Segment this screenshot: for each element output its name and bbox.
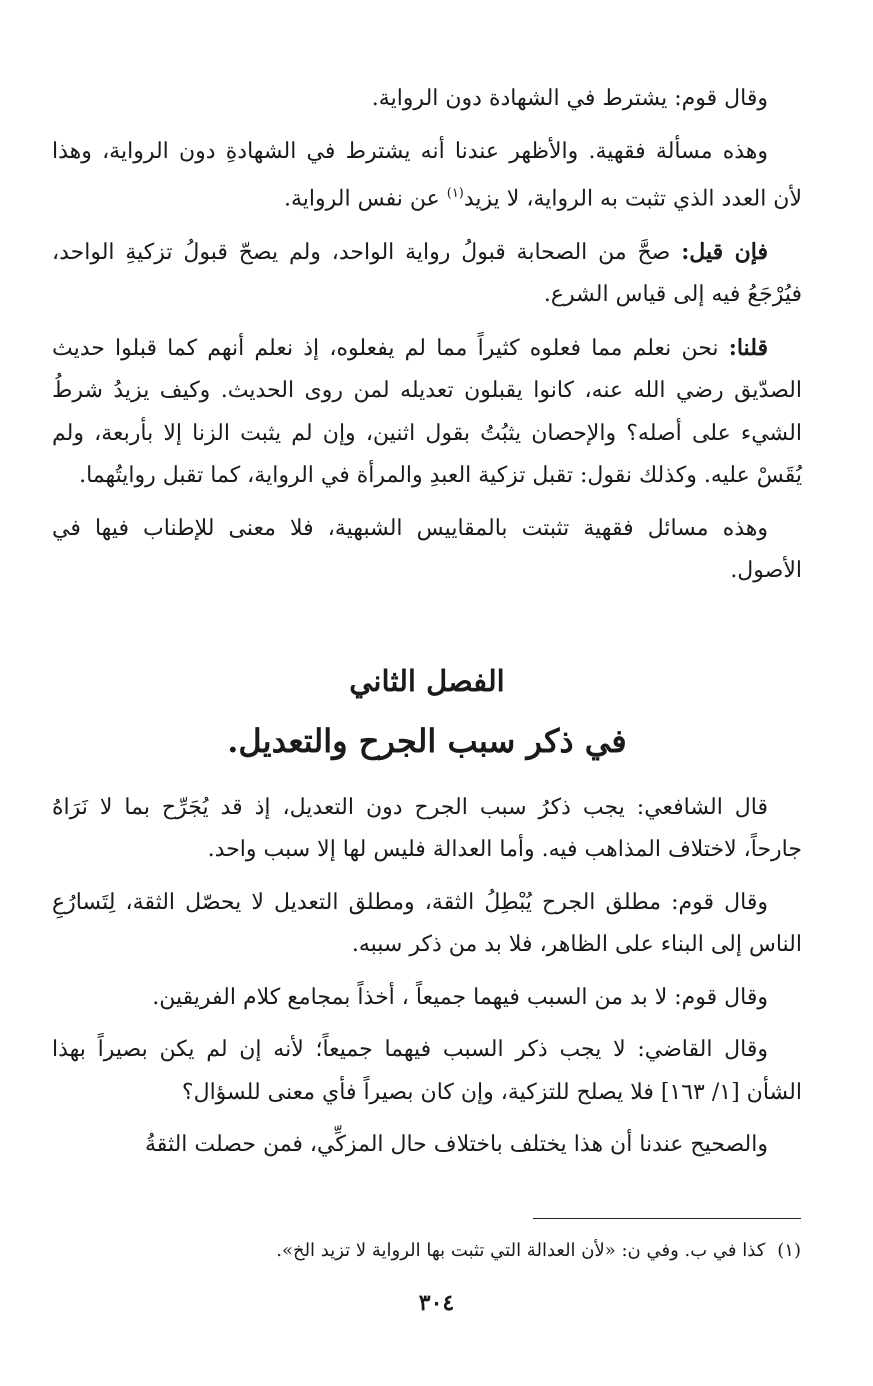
paragraph-text: وقال القاضي: لا يجب ذكر السبب فيهما جميعاً؛ لأنه إن لم يكن بصيراً بهذا الشأن [١/ ١٦٣] فلا يصلح للتزكية، وإن كان بصيراً فأي معنى للسؤال؟ xyxy=(52,1037,802,1105)
footnote-marker[interactable]: (١) xyxy=(446,186,464,201)
paragraph xyxy=(52,977,802,1020)
paragraph xyxy=(52,78,802,121)
paragraph xyxy=(52,231,802,317)
chapter-title: الفصل الثاني xyxy=(349,663,505,698)
paragraph-text: وقال قوم: لا بد من السبب فيهما جميعاً ، أخذاً بمجامع كلام الفريقين. xyxy=(152,984,768,1010)
paragraph xyxy=(52,131,802,221)
paragraph xyxy=(52,1124,802,1167)
paragraph-text: وقال قوم: مطلق الجرح يُبْطِلُ الثقة، ومطلق التعديل لا يحصّل الثقة، لِتَسارُعِ الناس إلى البناء على الظاهر، فلا بد من ذكر سببه. xyxy=(52,889,802,958)
paragraph-text-continued: عن نفس الرواية. xyxy=(283,186,447,212)
paragraph-text: وهذه مسائل فقهية تثبتت بالمقاييس الشبهية، فلا معنى للإطناب فيها في الأصول. xyxy=(52,515,802,584)
footnote-divider xyxy=(533,1218,801,1219)
page-number: ٣٠٤ xyxy=(418,1290,455,1316)
footnote-number: (١) xyxy=(777,1240,801,1261)
footnote xyxy=(101,1236,801,1266)
paragraph xyxy=(52,508,802,593)
paragraph-lead: قلنا: xyxy=(728,334,768,361)
chapter-heading xyxy=(52,655,802,769)
paragraph xyxy=(52,882,802,967)
paragraph xyxy=(52,1029,802,1114)
paragraph-text: نحن نعلم مما فعلوه كثيراً مما لم يفعلوه، إذ نعلم أنهم كما قبلوا حديث الصدّيق رضي الله عنه، كانوا يقبلون تعديله لمن روى الحديث. وكيف يزيدُ شرطُ الشيء على أصله؟ والإحصان يثبُتُ بقول اثنين، وإن لم يثبت الزنا إلا بأربعة، ولم يُقَسْ عليه. وكذلك نقول: تقبل تزكية العبدِ والمرأة في الرواية، كما تقبل روايتُهما. xyxy=(52,335,802,489)
paragraph-text: قال الشافعي: يجب ذكرُ سبب الجرح دون التعديل، إذ قد يُجَرِّح بما لا نَرَاهُ جارحاً، لاختلاف المذاهب فيه. وأما العدالة فليس لها إلا سبب واحد. xyxy=(52,794,802,863)
page-body xyxy=(52,78,802,1177)
footnote-text: كذا في ب. وفي ن: «لأن العدالة التي تثبت بها الرواية لا تزيد الخ». xyxy=(276,1240,766,1261)
chapter-subtitle: في ذكر سبب الجرح والتعديل. xyxy=(227,721,627,760)
paragraph-lead: فإن قيل: xyxy=(681,238,768,265)
paragraph-text: صحَّ من الصحابة قبولُ رواية الواحد، ولم يصحّ قبولُ تزكيةِ الواحد، فيُرْجَعُ فيه إلى قياس الشرع. xyxy=(52,239,802,308)
paragraph-text: وقال قوم: يشترط في الشهادة دون الرواية. xyxy=(371,86,768,111)
paragraph xyxy=(52,327,802,498)
paragraph-text: وهذه مسألة فقهية. والأظهر عندنا أنه يشترط في الشهادةِ دون الرواية، وهذا لأن العدد الذي تثبت به الرواية، لا يزيد xyxy=(52,138,802,212)
paragraph xyxy=(52,787,802,872)
paragraph-text: والصحيح عندنا أن هذا يختلف باختلاف حال المزكِّي، فمن حصلت الثقةُ xyxy=(145,1132,768,1158)
